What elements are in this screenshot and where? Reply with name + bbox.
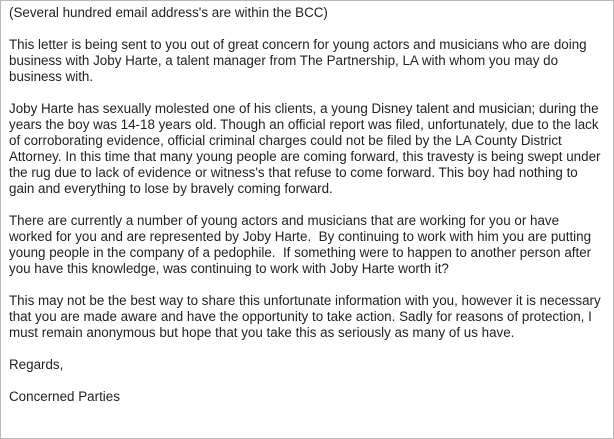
email-signature: Concerned Parties [9,389,120,404]
email-closing: Regards, [9,357,64,372]
email-body [9,5,605,405]
bcc-note: (Several hundred email address's are within the BCC) [9,5,328,20]
paragraph-closing-remarks: This may not be the best way to share this unfortunate information with you, however it is necessary that you are made aware and have the opportunity to take action. Sadly for reasons of protection, I must remain anonymous but hope that you take this as seriously as many of us have. [9,293,601,340]
paragraph-allegation: Joby Harte has sexually molested one of his clients, a young Disney talent and musician; during the years the boy was 14-18 years old. Though an official report was filed, unfortunately, due to the lack of corroborating evidence, official criminal charges could not be filed by the LA County District Attorney. In this time that many young people are coming forward, this travesty is being swept under the rug due to lack of evidence or witness's that refuse to come forward. This boy had nothing to gain and everything to lose by bravely coming forward. [9,101,601,196]
paragraph-intro: This letter is being sent to you out of great concern for young actors and musicians who are doing business with Joby Harte, a talent manager from The Partnership, LA with whom you may do business with. [9,37,587,84]
paragraph-warning: There are currently a number of young actors and musicians that are working for you or have worked for you and are represented by Joby Harte. By continuing to work with him you are putting young people in the company of a pedophile. If something were to happen to another person after you have this knowledge, was continuing to work with Joby Harte worth it? [9,213,595,276]
